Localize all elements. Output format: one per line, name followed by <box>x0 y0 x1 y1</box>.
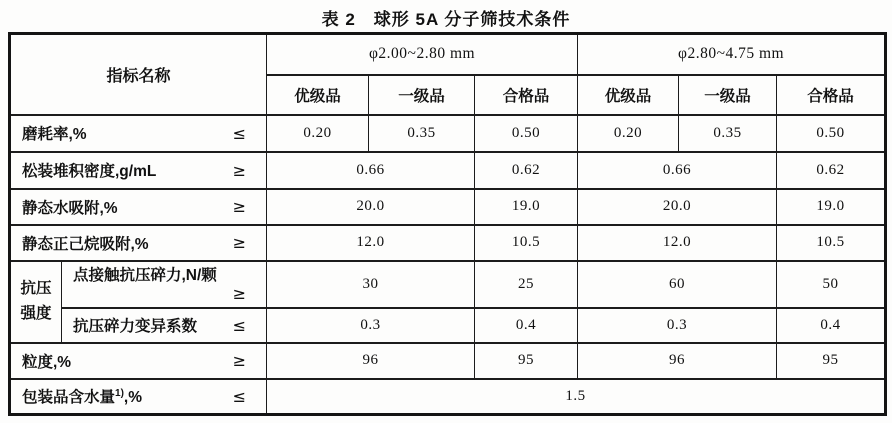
greater-equal-symbol: ≥ <box>232 197 247 216</box>
value-cell: 95 <box>475 343 578 379</box>
table-row <box>10 261 886 308</box>
value-cell: 96 <box>267 343 475 379</box>
value-cell: 0.35 <box>369 115 475 152</box>
grade-header: 一级品 <box>679 75 777 115</box>
value-cell: 0.20 <box>578 115 679 152</box>
value-cell: 20.0 <box>578 189 777 225</box>
footnote-marker: 1) <box>115 388 124 400</box>
row-label: 抗压碎力变异系数 <box>73 318 198 335</box>
table-row <box>10 152 886 189</box>
value-cell: 0.66 <box>267 152 475 189</box>
indicator-name-header: 指标名称 <box>10 34 267 115</box>
value-cell: 20.0 <box>267 189 475 225</box>
group-label-compressive-strength <box>10 261 62 343</box>
value-cell: 10.5 <box>777 225 886 261</box>
table-row <box>10 379 886 415</box>
table-row <box>10 308 886 343</box>
value-cell: 0.4 <box>777 308 886 343</box>
value-cell: 10.5 <box>475 225 578 261</box>
row-label-cell <box>62 308 267 343</box>
row-label-cell <box>10 152 267 189</box>
header-row-size-groups <box>10 34 886 75</box>
less-equal-symbol: ≤ <box>232 386 247 406</box>
row-label: 静态正己烷吸附,% <box>22 235 149 253</box>
size-group-header-2: φ2.80~4.75 mm <box>578 34 886 75</box>
value-cell: 0.66 <box>578 152 777 189</box>
table-row <box>10 225 886 261</box>
value-cell: 12.0 <box>578 225 777 261</box>
value-cell: 95 <box>777 343 886 379</box>
row-label: 松装堆积密度,g/mL <box>22 163 157 180</box>
group-label-line: 抗压 <box>20 280 52 298</box>
value-cell: 0.4 <box>475 308 578 343</box>
grade-header: 一级品 <box>369 75 475 115</box>
row-label: 点接触抗压碎力,N/颗 <box>73 266 217 284</box>
value-cell: 0.3 <box>578 308 777 343</box>
value-cell: 50 <box>777 261 886 308</box>
value-cell: 19.0 <box>475 189 578 225</box>
row-label-cell <box>10 225 267 261</box>
less-equal-symbol: ≤ <box>232 315 247 335</box>
value-cell: 0.3 <box>267 308 475 343</box>
greater-equal-symbol: ≥ <box>232 351 247 370</box>
table-title: 表 2 球形 5A 分子筛技术条件 <box>321 10 571 29</box>
value-cell: 25 <box>475 261 578 308</box>
size-group-header-1: φ2.00~2.80 mm <box>267 34 578 75</box>
row-label-cell <box>10 379 267 415</box>
grade-header: 优级品 <box>267 75 369 115</box>
value-cell: 0.35 <box>679 115 777 152</box>
greater-equal-symbol: ≥ <box>232 283 247 303</box>
table-row <box>10 115 886 152</box>
value-cell: 0.62 <box>777 152 886 189</box>
value-cell: 96 <box>578 343 777 379</box>
row-label: 静态水吸附,% <box>22 199 118 217</box>
row-label: 磨耗率,% <box>22 126 87 143</box>
row-label-cell <box>10 189 267 225</box>
value-cell: 19.0 <box>777 189 886 225</box>
value-cell: 0.62 <box>475 152 578 189</box>
value-cell: 60 <box>578 261 777 308</box>
row-label: 粒度,% <box>22 353 72 371</box>
group-label-line: 强度 <box>20 304 52 322</box>
table-row <box>10 343 886 379</box>
row-label-cell <box>10 115 267 152</box>
row-label-cell <box>10 343 267 379</box>
value-cell: 1.5 <box>267 379 886 415</box>
greater-equal-symbol: ≥ <box>232 233 247 252</box>
value-cell: 12.0 <box>267 225 475 261</box>
grade-header: 优级品 <box>578 75 679 115</box>
row-label-cell <box>62 261 267 308</box>
value-cell: 0.20 <box>267 115 369 152</box>
spec-table <box>8 32 887 416</box>
grade-header: 合格品 <box>777 75 886 115</box>
value-cell: 0.50 <box>475 115 578 152</box>
value-cell: 0.50 <box>777 115 886 152</box>
value-cell: 30 <box>267 261 475 308</box>
row-label: 包装品含水量$^{1)}$,% <box>22 388 143 407</box>
grade-header: 合格品 <box>475 75 578 115</box>
less-equal-symbol: ≤ <box>232 123 247 143</box>
table-row <box>10 189 886 225</box>
greater-equal-symbol: ≥ <box>232 160 247 180</box>
